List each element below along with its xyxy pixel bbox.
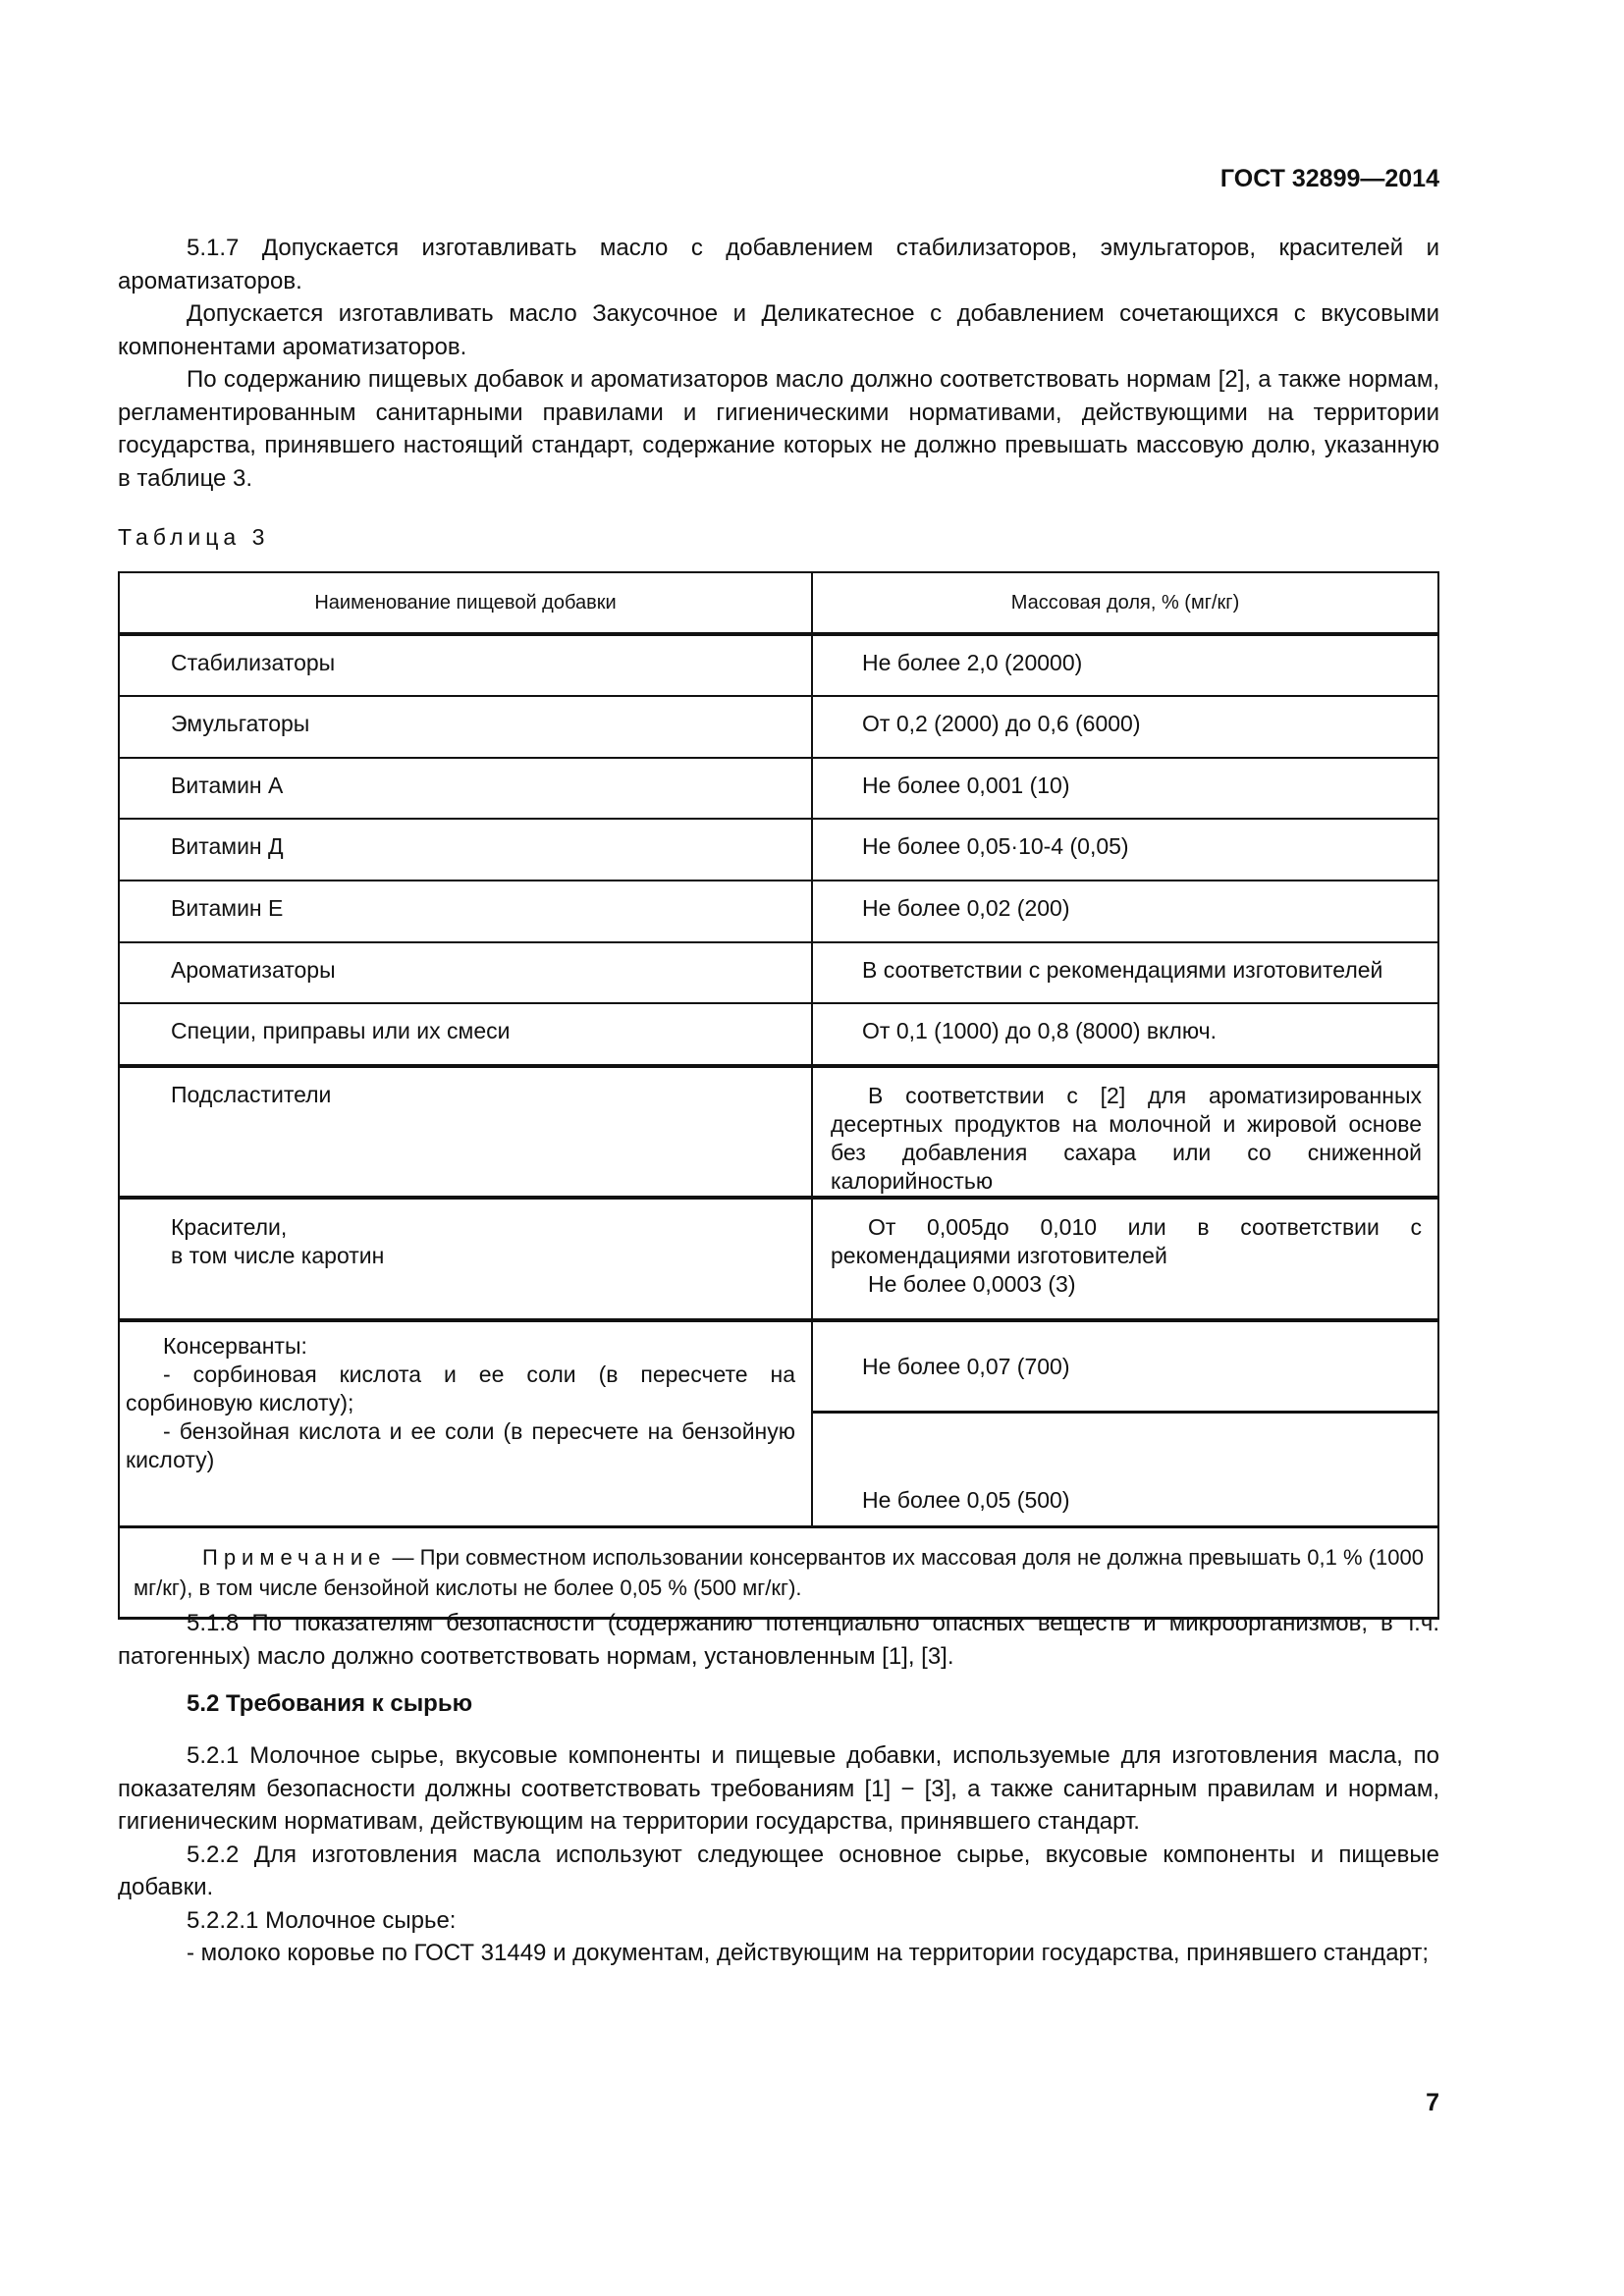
paragraph-5-2-2-1: 5.2.2.1 Молочное сырье:	[187, 1906, 457, 1934]
additive-value: Не более 2,0 (20000)	[812, 634, 1438, 696]
preservative-value: Не более 0,07 (700)	[812, 1320, 1438, 1413]
additive-name: Витамин Д	[119, 819, 812, 881]
table-row	[119, 1003, 1438, 1066]
note-text: — При совместном использовании консервантов их массовая доля не должна превышать 0,1 % (1000 мг/кг), в том числе бензойной кислоты не более 0,05 % (500 мг/кг).	[134, 1545, 1424, 1600]
table-row	[119, 1198, 1438, 1320]
preservatives-title: Консерванты:	[163, 1333, 307, 1359]
additive-value: В соответствии с [2] для ароматизированных десертных продуктов на молочной и жировой основе без добавления сахара или со сниженной калорийностью	[831, 1083, 1422, 1194]
table-row	[119, 1320, 1438, 1413]
paragraph-5-2-1: 5.2.1 Молочное сырье, вкусовые компоненты и пищевые добавки, используемые для изготовления масла, по показателям безопасности должны соответствовать требованиям [1] − [3], а также санитарным правилам и нормам, гигиеническим нормативам, действующим на территории государства, принявшего стандарт.	[118, 1742, 1439, 1835]
additive-name: Витамин Е	[119, 881, 812, 942]
additive-name: Ароматизаторы	[119, 942, 812, 1003]
additive-name: Витамин А	[119, 758, 812, 819]
additive-value: В соответствии с рекомендациями изготовителей	[812, 942, 1438, 1003]
additive-value: Не более 0,02 (200)	[812, 881, 1438, 942]
additive-name: Стабилизаторы	[119, 634, 812, 696]
note-label: Примечание	[202, 1545, 387, 1570]
paragraph-5-1-7: 5.1.7 Допускается изготавливать масло с добавлением стабилизаторов, эмульгаторов, красителей и ароматизаторов.	[118, 235, 1439, 294]
table-header-row	[119, 572, 1438, 634]
additives-table	[118, 571, 1439, 1620]
preservative-item: - сорбиновая кислота и ее соли (в пересчете на сорбиновую кислоту);	[126, 1362, 795, 1415]
table-row	[119, 1066, 1438, 1198]
section-5-2-body	[118, 1739, 1439, 1970]
additive-value: От 0,2 (2000) до 0,6 (6000)	[812, 696, 1438, 758]
paragraph-5-1-8: 5.1.8 По показателям безопасности (содержанию потенциально опасных веществ и микроорганизмов, в т.ч. патогенных) масло должно соответствовать нормам, установленным [1], [3].	[118, 1610, 1439, 1670]
additive-name: Эмульгаторы	[119, 696, 812, 758]
paragraph: По содержанию пищевых добавок и ароматизаторов масло должно соответствовать нормам [2], а также нормам, регламентированным санитарными правилами и гигиеническими нормативами, действующими на территории государства, принявшего настоящий стандарт, содержание которых не должно превышать массовую долю, указанную в таблице 3.	[118, 366, 1439, 492]
table-caption: Таблица 3	[118, 524, 270, 550]
column-header: Наименование пищевой добавки	[119, 572, 812, 634]
table-row	[119, 942, 1438, 1003]
preservative-item: - бензойная кислота и ее соли (в пересчете на бензойную кислоту)	[126, 1418, 795, 1472]
paragraph: Допускается изготавливать масло Закусочное и Деликатесное с добавлением сочетающихся с вкусовыми компонентами ароматизаторов.	[118, 300, 1439, 360]
table-row	[119, 634, 1438, 696]
table-note-row	[119, 1527, 1438, 1619]
additive-name: Подсластители	[119, 1066, 812, 1198]
paragraph-5-2-2: 5.2.2 Для изготовления масла используют следующее основное сырье, вкусовые компоненты и пищевые добавки.	[118, 1841, 1439, 1900]
column-header: Массовая доля, % (мг/кг)	[812, 572, 1438, 634]
additive-name: Специи, приправы или их смеси	[119, 1003, 812, 1066]
section-heading-5-2: 5.2 Требования к сырью	[187, 1690, 473, 1717]
additive-value-sub: Не более 0,0003 (3)	[868, 1271, 1076, 1297]
preservative-value: Не более 0,05 (500)	[812, 1413, 1438, 1527]
table-row	[119, 819, 1438, 881]
page-number: 7	[1426, 2089, 1439, 2116]
additive-name: Красители,	[171, 1214, 288, 1240]
additive-value: Не более 0,001 (10)	[812, 758, 1438, 819]
intro-section	[118, 232, 1439, 495]
additive-name-sub: в том числе каротин	[171, 1243, 385, 1268]
list-item: - молоко коровье по ГОСТ 31449 и документам, действующим на территории государства, принявшего стандарт;	[187, 1940, 1430, 1966]
additive-value: От 0,005до 0,010 или в соответствии с рекомендациями изготовителей	[831, 1214, 1422, 1268]
additive-value: Не более 0,05·10-4 (0,05)	[812, 819, 1438, 881]
table-row	[119, 758, 1438, 819]
document-header: ГОСТ 32899—2014	[1219, 165, 1439, 192]
additive-value: От 0,1 (1000) до 0,8 (8000) включ.	[812, 1003, 1438, 1066]
table-row	[119, 696, 1438, 758]
table-row	[119, 881, 1438, 942]
